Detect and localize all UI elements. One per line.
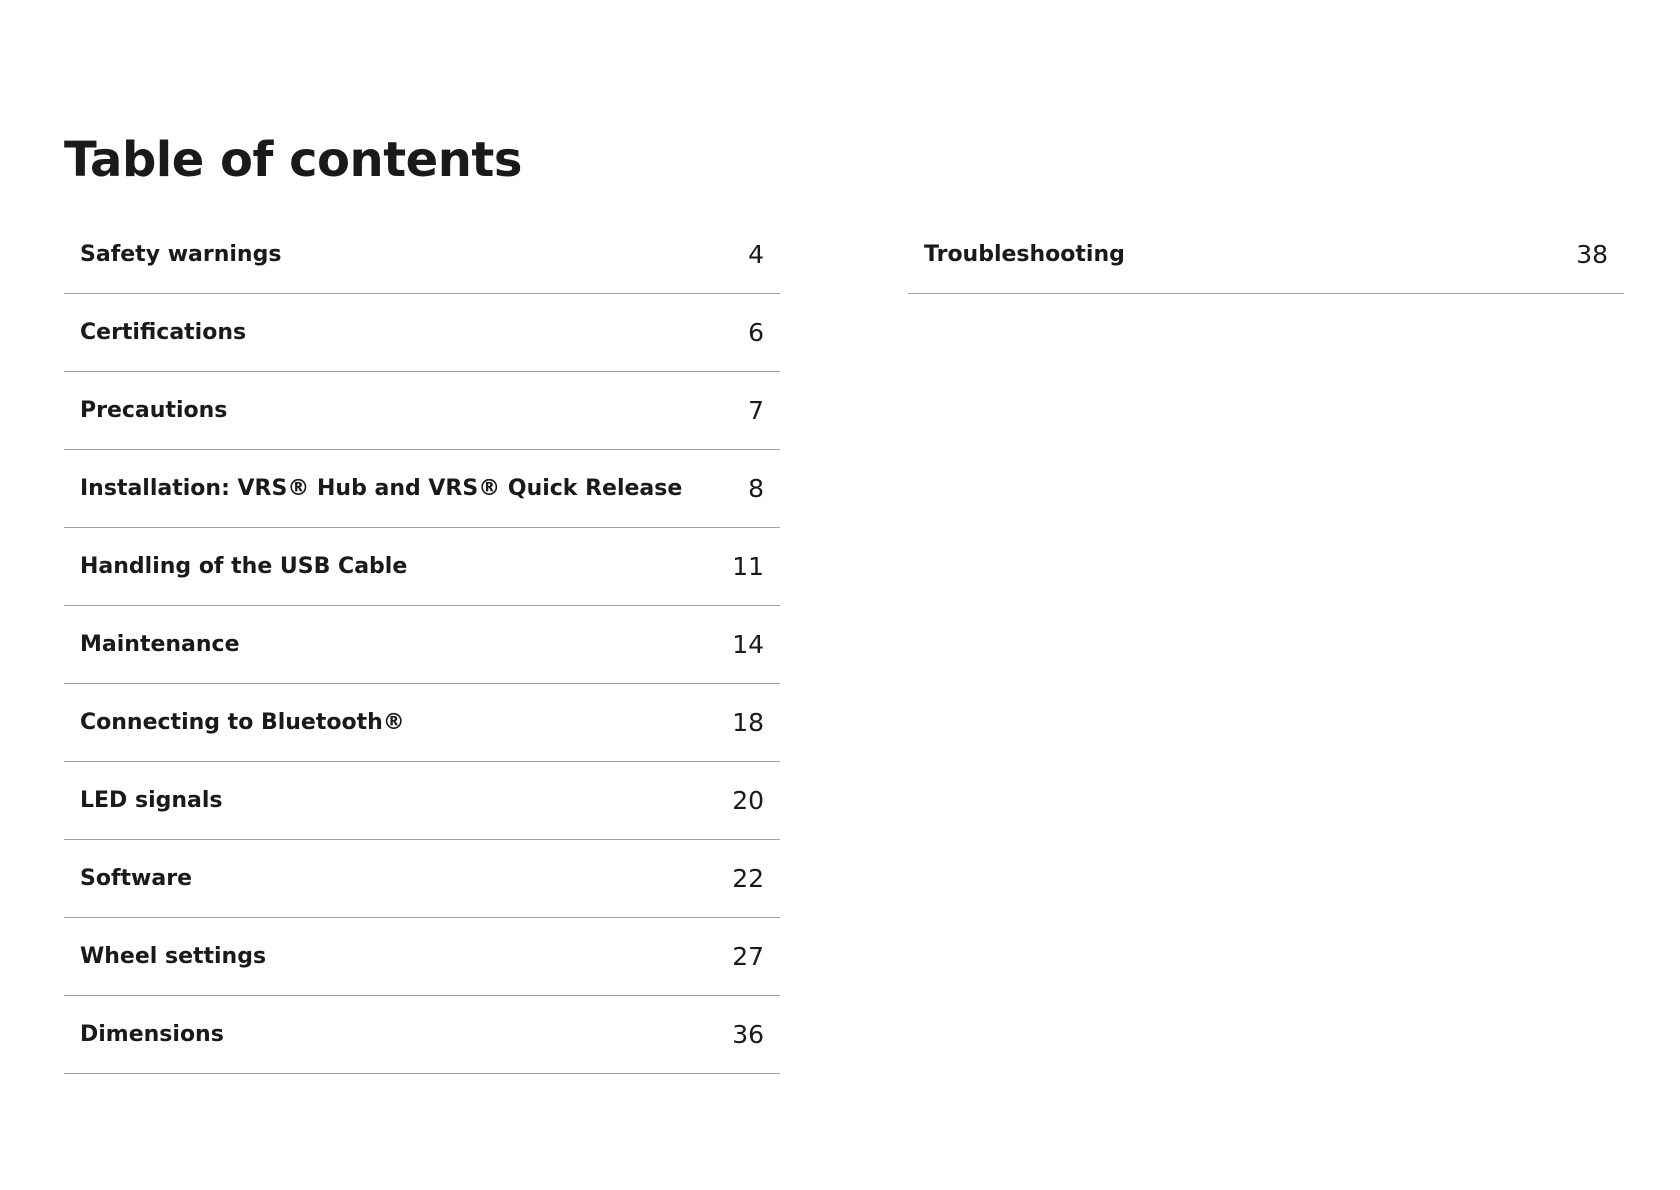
toc-entry-led-signals[interactable] [64, 762, 780, 840]
toc-entry-label: Safety warnings [80, 242, 282, 267]
toc-entry-certifications[interactable] [64, 294, 780, 372]
toc-entry-page-number: 22 [732, 864, 764, 893]
toc-entry-label: Wheel settings [80, 944, 267, 969]
toc-entry-page-number: 20 [732, 786, 764, 815]
toc-entry-page-number: 11 [732, 552, 764, 581]
toc-entry-page-number: 27 [732, 942, 764, 971]
toc-entry-page-number: 6 [748, 318, 764, 347]
toc-entry-installation[interactable] [64, 450, 780, 528]
toc-entry-label: Installation: VRS® Hub and VRS® Quick Release [80, 476, 683, 501]
toc-entry-label: Software [80, 866, 192, 891]
toc-column-left [64, 216, 780, 1074]
toc-entry-label: Precautions [80, 398, 228, 423]
toc-entry-dimensions[interactable] [64, 996, 780, 1074]
toc-entry-page-number: 14 [732, 630, 764, 659]
toc-entry-software[interactable] [64, 840, 780, 918]
toc-entry-label: Maintenance [80, 632, 240, 657]
page-title: Table of contents [64, 132, 522, 188]
toc-entry-label: Handling of the USB Cable [80, 554, 408, 579]
toc-entry-label: Certifications [80, 320, 247, 345]
toc-entry-maintenance[interactable] [64, 606, 780, 684]
toc-entry-page-number: 7 [748, 396, 764, 425]
toc-entry-wheel-settings[interactable] [64, 918, 780, 996]
toc-entry-label: Connecting to Bluetooth® [80, 710, 405, 735]
toc-entry-label: Troubleshooting [924, 242, 1125, 267]
toc-entry-page-number: 18 [732, 708, 764, 737]
toc-column-right [908, 216, 1624, 294]
toc-entry-safety-warnings[interactable] [64, 216, 780, 294]
toc-entry-label: Dimensions [80, 1022, 224, 1047]
toc-entry-precautions[interactable] [64, 372, 780, 450]
toc-entry-page-number: 36 [732, 1020, 764, 1049]
toc-entry-page-number: 8 [748, 474, 764, 503]
toc-entry-label: LED signals [80, 788, 223, 813]
toc-entry-bluetooth[interactable] [64, 684, 780, 762]
toc-entry-page-number: 4 [748, 240, 764, 269]
toc-entry-usb-cable[interactable] [64, 528, 780, 606]
toc-entry-page-number: 38 [1576, 240, 1608, 269]
toc-entry-troubleshooting[interactable] [908, 216, 1624, 294]
